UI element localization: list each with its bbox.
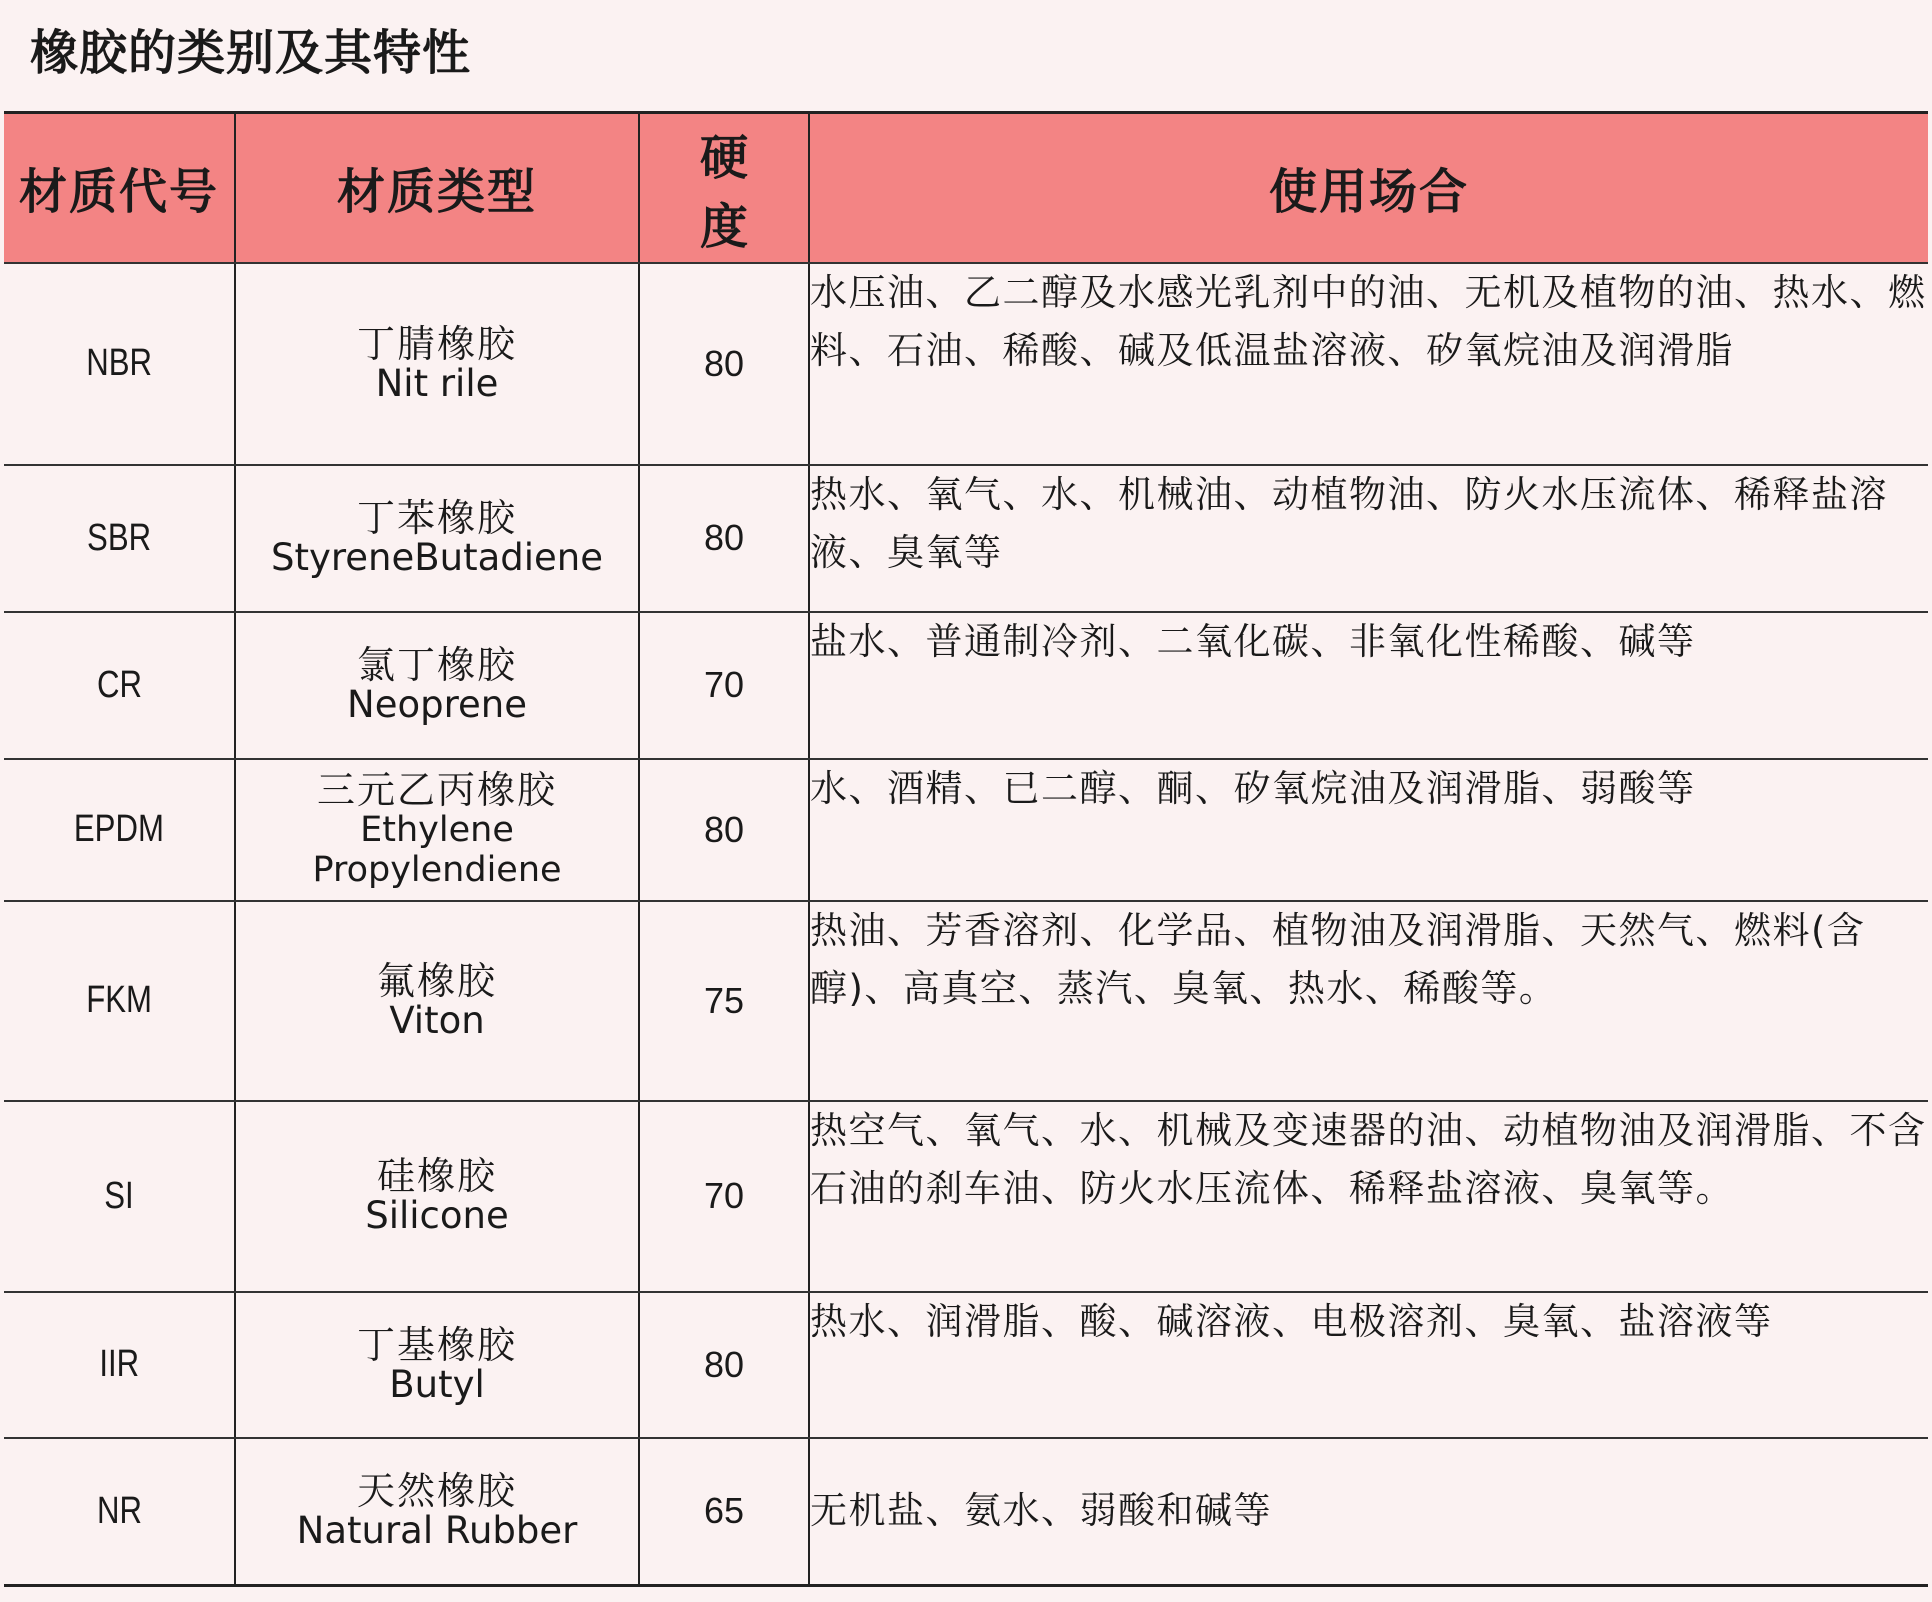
header-usage: 使用场合: [809, 113, 1928, 263]
table-row: [4, 759, 1928, 901]
hardness-value: 70: [639, 1101, 809, 1292]
usage-text: 水、酒精、已二醇、酮、矽氧烷油及润滑脂、弱酸等: [809, 759, 1928, 901]
table-row: [4, 612, 1928, 759]
material-code-text: SI: [104, 1174, 134, 1217]
material-code-text: FKM: [86, 979, 152, 1021]
hardness-value: 80: [639, 1292, 809, 1438]
hardness-value: 80: [639, 465, 809, 612]
material-type-cn: 氯丁橡胶: [356, 643, 517, 687]
material-code: [4, 263, 235, 465]
hardness-value: 80: [639, 263, 809, 465]
material-code: [4, 1101, 235, 1292]
material-code: [4, 759, 235, 901]
material-type: [235, 1292, 639, 1438]
table-row: [4, 1101, 1928, 1292]
material-type-cn: 丁基橡胶: [356, 1322, 517, 1367]
page-title: 橡胶的类别及其特性: [30, 25, 472, 81]
material-type-en: Ethylene Propylendiene: [312, 809, 562, 890]
hardness-value: 70: [639, 612, 809, 759]
usage-text: 盐水、普通制冷剂、二氧化碳、非氧化性稀酸、碱等: [809, 612, 1928, 759]
material-type: [235, 759, 639, 901]
material-type: [235, 263, 639, 465]
table-body: [4, 263, 1928, 1586]
usage-text: 水压油、乙二醇及水感光乳剂中的油、无机及植物的油、热水、燃料、石油、稀酸、碱及低温盐溶液、矽氧烷油及润滑脂: [809, 263, 1928, 465]
hardness-value: 75: [639, 901, 809, 1101]
material-type-cn: 天然橡胶: [356, 1469, 517, 1514]
material-type-en: Viton: [389, 998, 485, 1042]
material-type: [235, 1101, 639, 1292]
usage-text: 无机盐、氨水、弱酸和碱等: [809, 1438, 1928, 1586]
material-type-cn: 三元乙丙橡胶: [316, 767, 557, 812]
material-code: [4, 1438, 235, 1586]
material-type-en: Silicone: [365, 1194, 509, 1237]
table-header: [4, 113, 1928, 263]
material-type-en: StyreneButadiene: [270, 536, 604, 579]
material-type: [235, 612, 639, 759]
material-type: [235, 465, 639, 612]
material-code-text: EPDM: [73, 808, 165, 850]
material-code: [4, 465, 235, 612]
rubber-properties-table: [4, 111, 1928, 1587]
material-type: [235, 901, 639, 1101]
header-hardness: 硬 度: [639, 113, 809, 263]
material-type-en: Natural Rubber: [296, 1509, 578, 1553]
material-code-text: CR: [96, 663, 142, 706]
usage-text: 热水、氧气、水、机械油、动植物油、防火水压流体、稀释盐溶液、臭氧等: [809, 465, 1928, 612]
material-code-text: SBR: [86, 516, 152, 559]
table-row: [4, 1438, 1928, 1586]
material-type-en: Butyl: [389, 1362, 485, 1406]
material-code-text: NR: [96, 1489, 142, 1532]
header-material-code: 材质代号: [4, 113, 235, 263]
table-row: [4, 901, 1928, 1101]
material-type-en: Nit rile: [375, 361, 499, 405]
material-code-text: NBR: [86, 342, 152, 384]
material-code: [4, 612, 235, 759]
material-type-cn: 丁苯橡胶: [356, 496, 517, 540]
material-code: [4, 901, 235, 1101]
material-code-text: IIR: [99, 1343, 139, 1385]
header-material-type: 材质类型: [235, 113, 639, 263]
material-type-cn: 硅橡胶: [376, 1154, 497, 1198]
material-type-cn: 丁腈橡胶: [356, 321, 517, 366]
header-row: [4, 113, 1928, 263]
usage-text: 热空气、氧气、水、机械及变速器的油、动植物油及润滑脂、不含石油的刹车油、防火水压流体、稀释盐溶液、臭氧等。: [809, 1101, 1928, 1292]
material-code: [4, 1292, 235, 1438]
material-type: [235, 1438, 639, 1586]
usage-text: 热油、芳香溶剂、化学品、植物油及润滑脂、天然气、燃料(含醇)、高真空、蒸汽、臭氧、热水、稀酸等。: [809, 901, 1928, 1101]
table-row: [4, 1292, 1928, 1438]
material-type-en: Neoprene: [347, 683, 527, 726]
hardness-value: 65: [639, 1438, 809, 1586]
material-type-cn: 氟橡胶: [376, 958, 497, 1003]
usage-text: 热水、润滑脂、酸、碱溶液、电极溶剂、臭氧、盐溶液等: [809, 1292, 1928, 1438]
hardness-value: 80: [639, 759, 809, 901]
table-row: [4, 465, 1928, 612]
table-row: [4, 263, 1928, 465]
